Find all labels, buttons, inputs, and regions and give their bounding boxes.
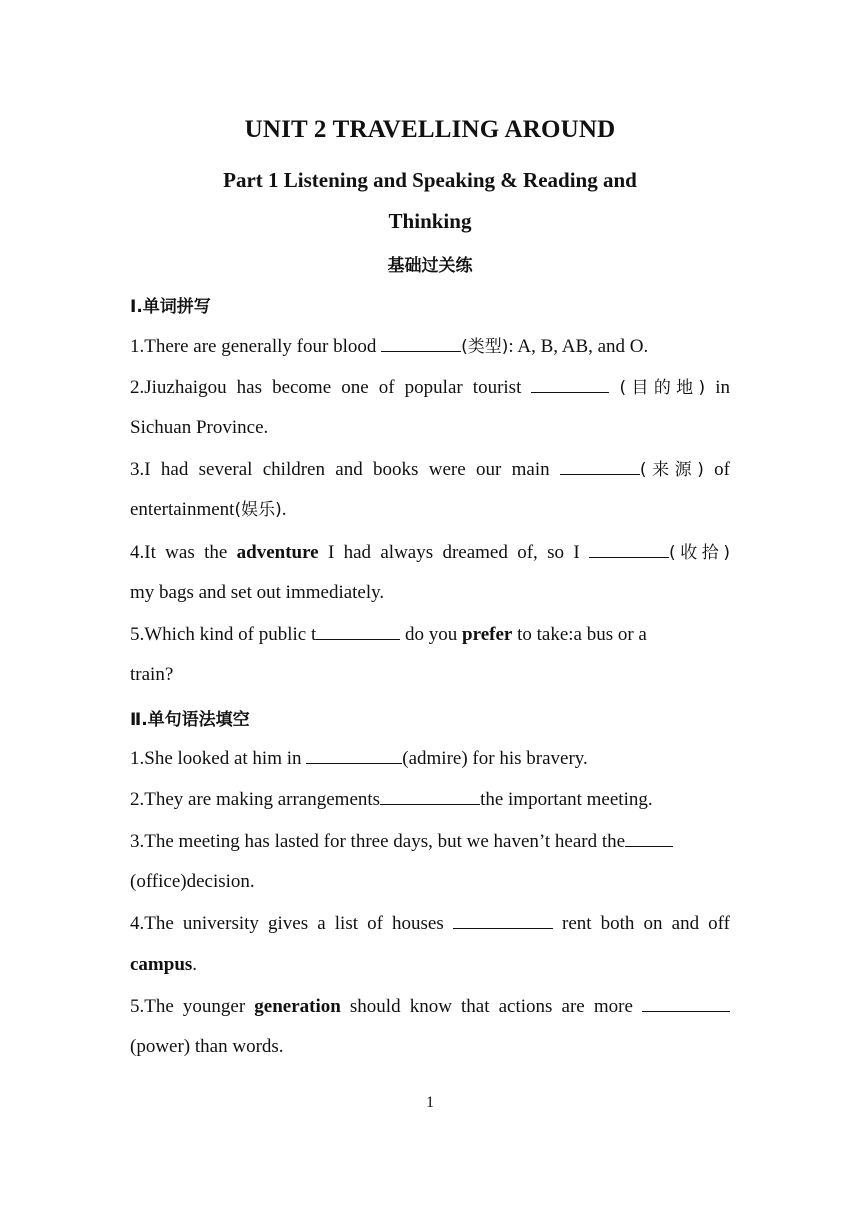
question-text: (power) than words. [130,1036,284,1057]
question-1-3 [130,457,730,482]
question-text: rent both on and off [552,913,730,934]
question-1-1 [130,334,730,359]
question-text: do you [400,624,463,645]
question-text: train? [130,664,174,685]
question-text: I had always dreamed of, so I [318,542,589,563]
answer-blank[interactable] [560,457,640,475]
page-number: 1 [426,1094,434,1111]
question-2-5-cont [130,1035,730,1059]
question-text: Sichuan Province. [130,417,269,438]
question-2-1 [130,746,730,771]
question-1-4 [130,540,730,565]
question-2-2 [130,787,730,812]
question-text: 2.They are making arrangements [130,789,381,810]
question-1-5-cont [130,663,730,687]
hint-text: (来源) [639,460,704,480]
question-text: my bags and set out immediately. [130,582,385,603]
question-1-4-cont [130,581,730,605]
question-text: should know that actions are more [340,996,642,1017]
question-text: (office)decision. [130,871,255,892]
question-text: 1.She looked at him in [130,748,307,769]
answer-blank[interactable] [642,994,730,1012]
question-1-2 [130,375,730,400]
answer-blank[interactable] [589,540,669,558]
answer-blank[interactable] [625,829,673,847]
question-text: 3.The meeting has lasted for three days, but we haven’t heard the [130,831,626,852]
question-text: in [705,377,731,398]
section-label: 基础过关练 [387,256,473,276]
question-1-5 [130,622,690,647]
answer-blank[interactable] [531,375,609,393]
question-2-3 [130,829,730,854]
hint-text: (目的地) [619,378,706,398]
question-text: entertainment [130,499,235,520]
question-text: the important meeting. [480,789,653,810]
keyword: adventure [236,542,319,563]
answer-blank[interactable] [380,787,480,805]
question-2-4 [130,911,730,936]
question-text: 5.The younger [130,996,255,1017]
question-text: 3.I had several children and books were our main [130,459,560,480]
answer-blank[interactable] [453,911,553,929]
question-2-3-cont [130,870,730,894]
keyword: campus [130,954,193,975]
question-text: . [192,954,198,975]
question-text: 1.There are generally four blood [130,336,382,357]
question-text: 5.Which kind of public t [130,624,317,645]
question-text: . [281,499,287,520]
question-text: (admire) for his bravery. [402,748,588,769]
unit-title: UNIT 2 TRAVELLING AROUND [244,116,616,143]
question-text: 4.It was the [130,542,237,563]
question-text: : A, B, AB, and O. [508,336,649,357]
section-heading-spelling: Ⅰ.单词拼写 [130,297,211,317]
hint-text: (收拾) [669,543,731,563]
question-text: 4.The university gives a list of houses [130,913,453,934]
answer-blank[interactable] [306,746,402,764]
keyword: generation [254,996,341,1017]
keyword: prefer [462,624,513,645]
question-1-2-cont [130,416,730,440]
hint-text: (娱乐) [234,500,282,520]
part-subtitle-line2: Thinking [388,209,472,233]
question-text: 2.Jiuzhaigou has become one of popular tourist [130,377,532,398]
question-2-4-cont [130,953,730,977]
question-1-3-cont [130,498,730,522]
answer-blank[interactable] [381,334,461,352]
question-2-5 [130,994,730,1019]
hint-text: (类型) [461,337,509,357]
question-text: to take:a bus or a [512,624,647,645]
section-heading-grammar: Ⅱ.单句语法填空 [130,710,250,730]
answer-blank[interactable] [316,622,400,640]
part-subtitle-line1: Part 1 Listening and Speaking & Reading and [223,168,637,192]
question-text: of [703,459,731,480]
